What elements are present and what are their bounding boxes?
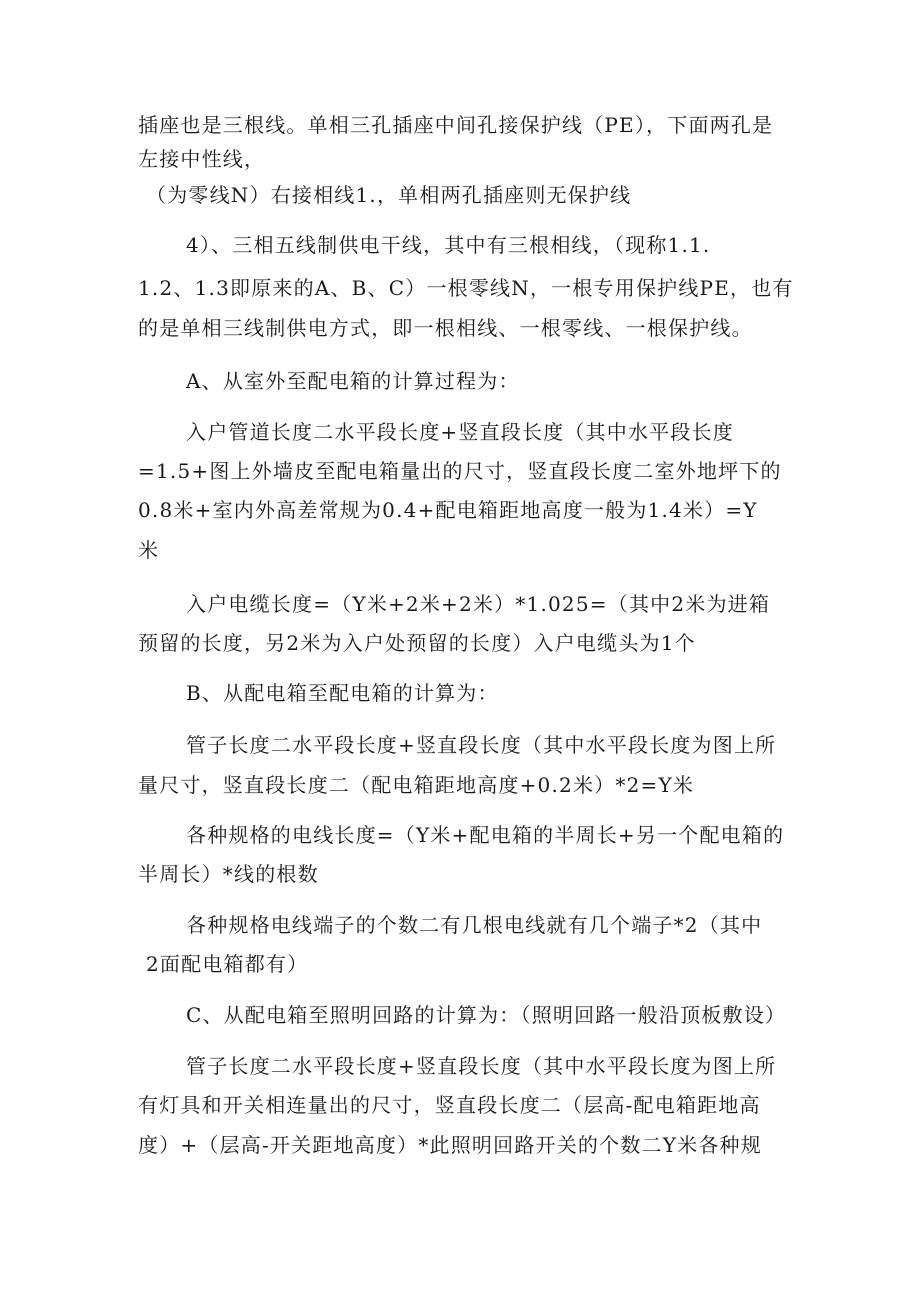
text-line: 各种规格的电线长度=（Y米+配电箱的半周长+另一个配电箱的 xyxy=(186,823,785,847)
text-line: 量尺寸，竖直段长度二（配电箱距地高度+0.2米）*2=Y米 xyxy=(138,773,695,797)
text-line: =1.5+图上外墙皮至配电箱量出的尺寸，竖直段长度二室外地坪下的 xyxy=(138,459,782,483)
section-heading: B、从配电箱至配电箱的计算为： xyxy=(186,681,499,705)
section-heading: A、从室外至配电箱的计算过程为： xyxy=(186,369,520,393)
text-line: 4）、三相五线制供电干线，其中有三根相线，（现称1.1. xyxy=(186,233,711,257)
text-line: 管子长度二水平段长度+竖直段长度（其中水平段长度为图上所 xyxy=(186,733,777,757)
text-line: 左接中性线， xyxy=(138,147,266,171)
text-line: 米 xyxy=(138,538,160,562)
text-line: 的是单相三线制供电方式，即一根相线、一根零线、一根保护线。 xyxy=(138,316,753,340)
text-line: 管子长度二水平段长度+竖直段长度（其中水平段长度为图上所 xyxy=(186,1054,777,1078)
section-heading: C、从配电箱至照明回路的计算为：（照明回路一般沿顶板敷设） xyxy=(186,1003,787,1027)
text-line: 插座也是三根线。单相三孔插座中间孔接保护线（PE），下面两孔是 xyxy=(138,113,774,137)
text-line: 2面配电箱都有） xyxy=(146,952,309,976)
text-line: （为零线N）右接相线1.，单相两孔插座则无保护线 xyxy=(146,183,632,207)
text-line: 入户电缆长度=（Y米+2米+2米）*1.025=（其中2米为进箱 xyxy=(186,592,771,616)
text-line: 预留的长度，另2米为入户处预留的长度）入户电缆头为1个 xyxy=(138,631,696,655)
text-line: 各种规格电线端子的个数二有几根电线就有几个端子*2（其中 xyxy=(186,913,763,937)
text-line: 有灯具和开关相连量出的尺寸，竖直段长度二（层高-配电箱距地高 xyxy=(138,1093,761,1117)
text-line: 度）+（层高-开关距地高度）*此照明回路开关的个数二Y米各种规 xyxy=(138,1133,762,1157)
text-line: 半周长）*线的根数 xyxy=(138,862,319,886)
text-line: 0.8米+室内外高差常规为0.4+配电箱距地高度一般为1.4米）=Y xyxy=(138,498,758,522)
text-line: 1.2、1.3即原来的A、B、C）一根零线N，一根专用保护线PE，也有 xyxy=(138,276,794,300)
text-line: 入户管道长度二水平段长度+竖直段长度（其中水平段长度 xyxy=(186,420,734,444)
